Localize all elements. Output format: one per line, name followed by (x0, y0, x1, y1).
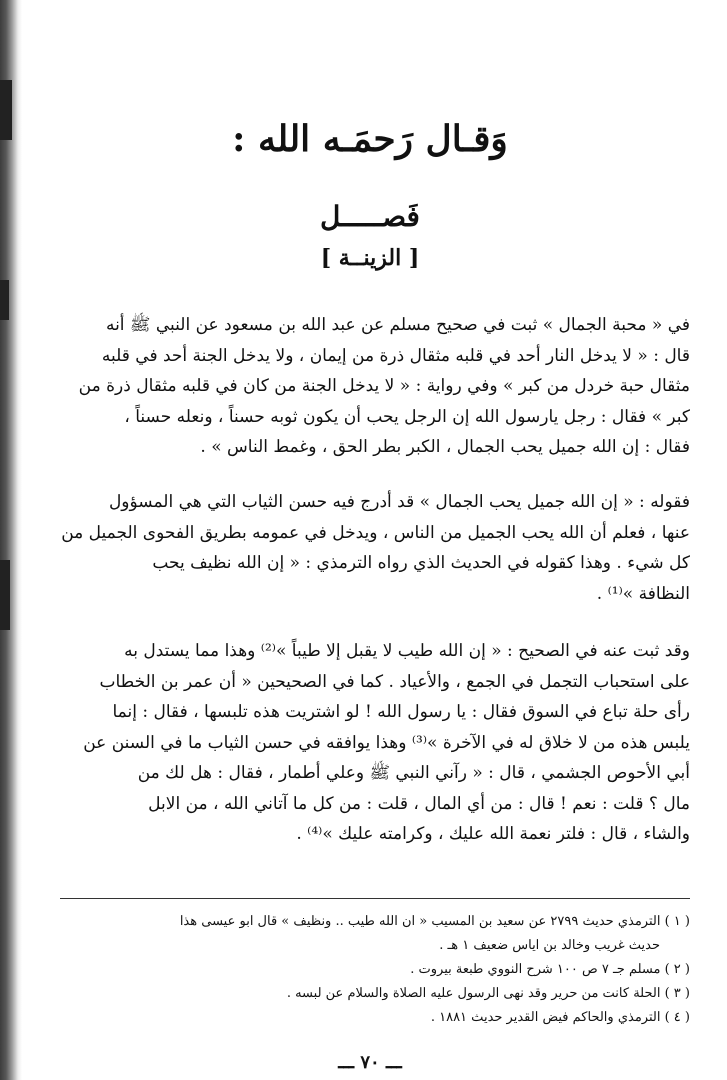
paragraph-line: أبي الأحوص الجشمي ، قال : « رآني النبي ﷺ وعلي أطمار ، فقال : هل لك من (137, 763, 690, 783)
footnote-2: ( ٢ ) مسلم جـ ٧ ص ١٠٠ شرح النووي طبعة بيروت . (410, 962, 690, 977)
paragraph-line: فقال : إن الله جميل يحب الجمال ، الكبر بطر الحق ، وغمط الناس » . (200, 437, 690, 457)
paragraph-3 (60, 636, 690, 850)
paragraph-line: والشاء ، قال : فلتر نعمة الله عليك ، وكرامته عليك »⁽⁴⁾ . (296, 824, 690, 844)
paragraph-2 (60, 487, 690, 609)
paragraph-line: يلبس هذه من لا خلاق له في الآخرة »⁽³⁾ وهذا يوافقه في حسن الثياب ما في السنن عن (83, 732, 690, 753)
paragraph-line: النظافة »⁽¹⁾ . (596, 583, 690, 604)
footnote-1: ( ١ ) الترمذي حديث ٢٧٩٩ عن سعيد بن المسيب « ان الله طيب .. ونظيف » قال ابو عيسى هذا (179, 914, 690, 929)
paragraph-line: في « محبة الجمال » ثبت في صحيح مسلم عن عبد الله بن مسعود عن النبي ﷺ أنه (105, 315, 690, 335)
paragraph-line: على استحباب التجمل في الجمع ، والأعياد . كما في الصحيحين « أن عمر بن الخطاب (99, 671, 690, 692)
paragraph-1 (60, 310, 690, 463)
paragraph-line: فقوله : « إن الله جميل يحب الجمال » قد أدرج فيه حسن الثياب التي هي المسؤول (108, 492, 690, 512)
section-heading: فَصـــــل (320, 200, 420, 233)
paragraph-line: رأى حلة تباع في السوق فقال : يا رسول الله ! لو اشتريت هذه تلبسها ، فقال : إنما (112, 702, 690, 722)
paragraph-line: عنها ، فعلم أن الله يحب الجميل من الناس ، ويدخل في عمومه بطريق الفحوى الجميل من (61, 522, 690, 543)
page-number: ـــ ٧٠ ـــ (338, 1052, 402, 1073)
scan-mark (0, 80, 12, 140)
footnote-divider (60, 898, 690, 899)
footnote-1-continuation: حديث غريب وخالد بن اياس ضعيف ١ هـ . (439, 938, 660, 953)
scan-mark (0, 560, 10, 630)
section-subheading: [ الزينــة ] (320, 245, 420, 271)
scan-mark (0, 280, 9, 320)
paragraph-line: كبر » فقال : رجل يارسول الله إن الرجل يحب أن يكون ثوبه حسناً ، ونعله حسناً ، (124, 406, 690, 427)
footnote-3: ( ٣ ) الحلة كانت من حرير وقد نهى الرسول عليه الصلاة والسلام عن لبسه . (286, 986, 690, 1001)
footnote-4: ( ٤ ) الترمذي والحاكم فيض القدير حديث ١٨٨١ . (430, 1010, 690, 1025)
footnotes (60, 910, 690, 1030)
paragraph-line: كل شيء . وهذا كقوله في الحديث الذي رواه الترمذي : « إن الله نظيف يحب (152, 553, 690, 573)
binding-edge-shadow (0, 0, 22, 1080)
paragraph-line: قال : « لا يدخل النار أحد في قلبه مثقال ذرة من إيمان ، ولا يدخل الجنة أحد في قلبه (101, 345, 690, 366)
paragraph-line: مثقال حبة خردل من كبر » وفي رواية : « لا يدخل الجنة من كان في قلبه مثقال ذرة من (78, 376, 690, 396)
paragraph-line: وقد ثبت عنه في الصحيح : « إن الله طيب لا يقبل إلا طيباً »⁽²⁾ وهذا مما يستدل به (124, 641, 690, 661)
paragraph-line: مال ؟ قلت : نعم ! قال : من أي المال ، قلت : من كل ما آتاني الله ، من الابل (148, 793, 690, 814)
page-title: وَقـال رَحمَـه الله : (232, 118, 508, 160)
